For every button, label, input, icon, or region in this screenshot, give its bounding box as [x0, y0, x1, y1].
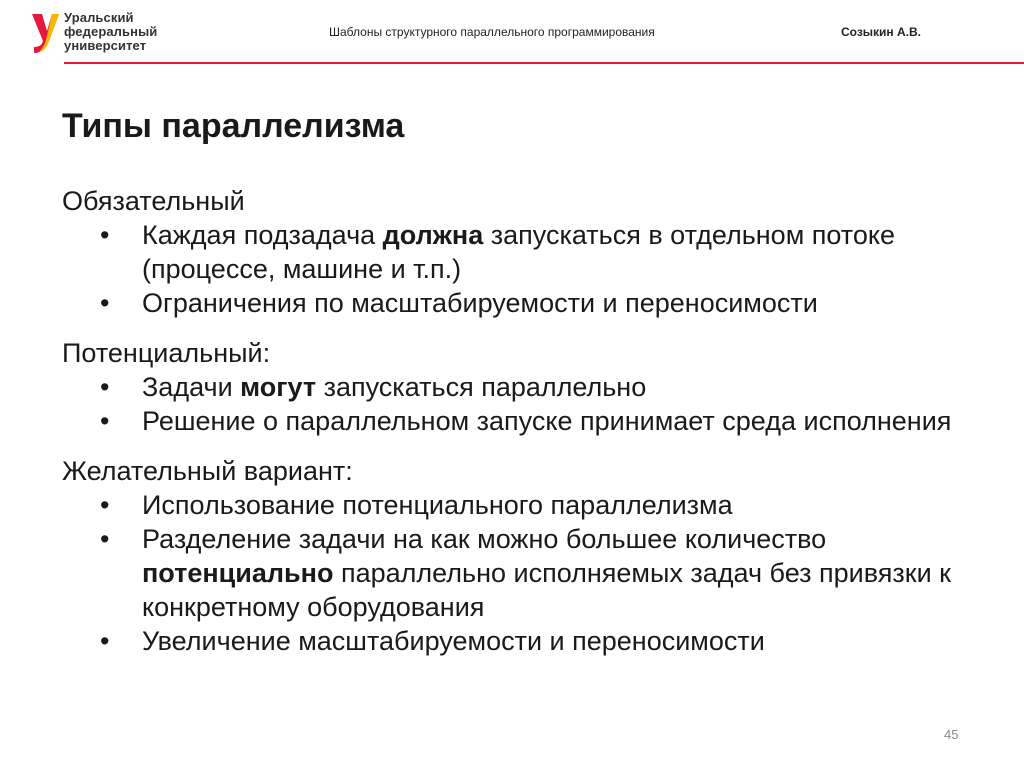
- slide-title: Типы параллелизма: [62, 107, 405, 145]
- item-text: Каждая подзадача: [142, 220, 383, 250]
- ural-university-logo-icon: [30, 11, 60, 55]
- header-author: Созыкин А.В.: [841, 25, 922, 39]
- item-text: параллельно исполняемых задач без привязки к конкретному оборудования: [142, 558, 951, 622]
- logo-text: [64, 11, 157, 53]
- item-text: запускаться параллельно: [316, 372, 647, 402]
- page-number: 45: [944, 727, 959, 742]
- item-emphasis: потенциально: [142, 558, 334, 588]
- section-desirable: [62, 454, 1002, 658]
- bullet-icon: •: [100, 626, 110, 656]
- item-text: Использование потенциального параллелизма: [142, 490, 733, 520]
- logo-line-1: Уральский: [64, 10, 134, 25]
- list-item: [62, 488, 1002, 522]
- item-text: Решение о параллельном запуске принимает среда исполнения: [142, 406, 952, 436]
- bullet-icon: •: [100, 372, 110, 402]
- list-item: [62, 522, 1002, 624]
- bullet-list: [62, 488, 1002, 658]
- section-heading: Обязательный: [62, 186, 245, 216]
- bullet-icon: •: [100, 524, 110, 554]
- item-text: запускаться в отдельном потоке (процессе, машине и т.п.): [142, 220, 896, 284]
- bullet-list: [62, 218, 1002, 320]
- item-emphasis: могут: [240, 372, 317, 402]
- item-text: Ограничения по масштабируемости и переносимости: [142, 288, 818, 318]
- section-potential: [62, 336, 1002, 438]
- header-divider: [64, 62, 1024, 64]
- bullet-icon: •: [100, 288, 110, 318]
- header-title: Шаблоны структурного параллельного программирования: [329, 25, 655, 39]
- item-emphasis: должна: [382, 220, 484, 250]
- logo-line-3: университет: [64, 38, 147, 53]
- university-logo: [30, 11, 170, 55]
- section-mandatory: [62, 184, 1002, 320]
- item-text: Задачи: [142, 372, 241, 402]
- bullet-icon: •: [100, 220, 110, 250]
- item-text: Разделение задачи на как можно большее количество: [142, 524, 827, 554]
- list-item: [62, 404, 1002, 438]
- bullet-icon: •: [100, 406, 110, 436]
- bullet-list: [62, 370, 1002, 438]
- item-text: Увеличение масштабируемости и переносимости: [142, 626, 765, 656]
- list-item: [62, 624, 1002, 658]
- list-item: [62, 218, 1002, 286]
- slide-content: [62, 184, 1002, 658]
- bullet-icon: •: [100, 490, 110, 520]
- list-item: [62, 370, 1002, 404]
- logo-line-2: федеральный: [64, 24, 158, 39]
- list-item: [62, 286, 1002, 320]
- section-heading: Желательный вариант:: [62, 456, 353, 486]
- section-heading: Потенциальный:: [62, 338, 271, 368]
